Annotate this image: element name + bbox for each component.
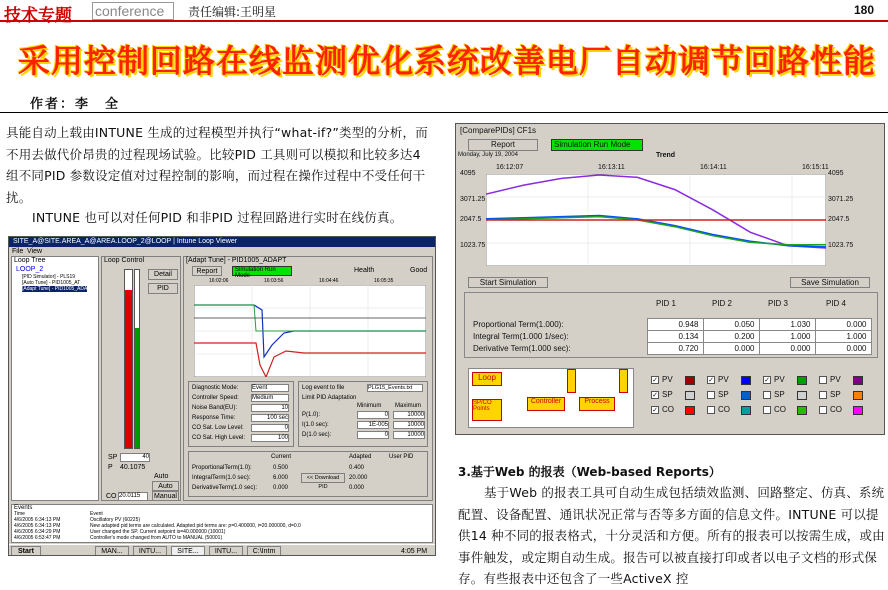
event-time: 4/6/2005 6:34:29 PM: [14, 529, 61, 535]
pid-value-cell[interactable]: 0.000: [815, 343, 871, 355]
diag-label: Diagnostic Mode:: [192, 385, 239, 391]
row-label: Integral Term(1.000 1/sec):: [473, 332, 569, 341]
start-button[interactable]: Start: [11, 546, 41, 556]
health-label: Health: [354, 267, 375, 274]
pid-value-cell[interactable]: 1.030: [759, 319, 815, 331]
time-tick: 16:03:56: [264, 278, 284, 284]
y-tick: 2047.5: [828, 216, 850, 223]
legend-label: CO: [662, 405, 674, 414]
limit-label: I(1.0 sec):: [302, 422, 329, 428]
legend-label: SP: [662, 390, 673, 399]
loop-tree-panel: [11, 256, 99, 501]
limit-max-field[interactable]: 10000: [393, 431, 425, 439]
legend-label: PV: [662, 375, 673, 384]
manual-button[interactable]: Manual: [152, 491, 179, 501]
pid-terms-group: [188, 451, 428, 497]
save-simulation-button[interactable]: Save Simulation: [790, 277, 870, 288]
compare-sim-mode: Simulation Run Mode: [551, 139, 643, 151]
diag-label: Response Time:: [192, 415, 236, 421]
clock: 4:05 PM: [401, 548, 428, 555]
compare-date: Monday, July 19, 2004: [458, 152, 518, 158]
legend-checkbox[interactable]: ✓: [764, 377, 770, 384]
adapt-title: [Adapt Tune] - PID1005_ADAPT: [186, 257, 287, 264]
legend-swatch[interactable]: [797, 391, 807, 400]
loop-viewer-window: [8, 236, 436, 556]
paragraph: 基于Web 的报表工具可自动生成包括绩效监测、回路整定、仿真、系统配置、设备配置、通讯状况正常与否等多方面的信息文件。INTUNE 可以提供14 种不同的报表格式，十分灵活和方便。所有的报表可以按需生成，或由事件触发，或定期自动生成。报告可以被直接打印或者以电子文档的形式保存。有些报表中还包含了一些ActiveX 控: [458, 485, 885, 586]
taskbar-item[interactable]: INTU...: [209, 546, 243, 556]
maximum-header: Maximum: [395, 403, 422, 409]
block-diagram: [468, 368, 634, 428]
adapted-radio[interactable]: Adapted: [349, 454, 372, 460]
sp-field[interactable]: 40: [120, 453, 150, 462]
legend-label: PV: [830, 375, 841, 384]
controller-block: Controller: [527, 397, 565, 411]
noise-band-field[interactable]: 10: [251, 404, 289, 412]
legend-label: SP: [830, 390, 841, 399]
menu-view[interactable]: View: [27, 248, 43, 255]
pid-value-cell[interactable]: 1.000: [815, 331, 871, 343]
limit-label: D(1.0 sec):: [302, 432, 332, 438]
compare-pids-window: [455, 123, 885, 435]
tree-item[interactable]: [Auto Tune] - PID1005_AT: [22, 280, 81, 286]
time-tick: 16:13:11: [598, 164, 625, 171]
conference-label: conference: [92, 2, 174, 20]
legend-swatch[interactable]: [741, 406, 751, 415]
diag-label: Controller Speed:: [192, 395, 239, 401]
pv-bar: [124, 269, 133, 449]
y-tick: 3071.25: [460, 196, 486, 203]
disturbance-block: [567, 369, 576, 393]
legend-checkbox[interactable]: [819, 391, 827, 399]
co-high-field[interactable]: 100: [251, 434, 289, 442]
time-tick: 16:04:46: [319, 278, 339, 284]
event-text: Controller's mode changed from AUTO to MANUAL (50001): [90, 535, 223, 541]
pv-value: 40.1075: [120, 464, 146, 471]
legend-checkbox[interactable]: [819, 406, 827, 414]
diagnostic-group: [188, 381, 294, 447]
auto-button[interactable]: Auto: [152, 481, 179, 491]
response-time-field[interactable]: 100 sec: [251, 414, 289, 422]
event-time: 4/6/2005 6:34:13 PM: [14, 517, 61, 523]
legend-swatch[interactable]: [797, 406, 807, 415]
term-current: 6.000: [273, 475, 289, 481]
sim-mode-indicator: Simulation Run Mode: [232, 266, 292, 276]
row-label: Proportional Term(1.000):: [473, 320, 564, 329]
section-heading: 3.基于Web 的报表（Web-based Reports）: [458, 465, 721, 479]
y-tick: 4095: [828, 170, 844, 177]
paragraph: INTUNE 也可以对任何PID 和非PID 过程回路进行实时在线仿真。: [32, 210, 403, 225]
legend-swatch[interactable]: [685, 391, 695, 400]
time-tick: 16:14:11: [700, 164, 727, 171]
log-event-checkbox[interactable]: Log event to file: [302, 385, 345, 391]
events-panel: [11, 504, 433, 543]
legend-swatch[interactable]: [797, 376, 807, 385]
pid-header: PID 3: [768, 299, 789, 308]
legend-label: CO: [718, 405, 730, 414]
trend-label: Trend: [656, 152, 676, 159]
legend-swatch[interactable]: [853, 406, 863, 415]
row-label: Derivative Term(1.000 sec):: [473, 344, 571, 353]
legend-label: PV: [718, 375, 729, 384]
term-adapted: 0.000: [349, 485, 365, 491]
limits-group: [298, 381, 428, 447]
disturbance-block: [619, 369, 628, 393]
pid-button[interactable]: PID: [148, 283, 178, 294]
time-tick: 16:02:06: [209, 278, 229, 284]
legend-label: SP: [718, 390, 729, 399]
term-adapted: 0.400: [349, 465, 365, 471]
legend-checkbox[interactable]: ✓: [708, 377, 714, 384]
event-time: 4/6/2005 6:34:13 PM: [14, 523, 61, 529]
loop-control-panel: [101, 256, 181, 501]
auto-label: Auto: [154, 473, 169, 480]
section-tag: 技术专题: [4, 6, 72, 26]
controller-speed-select[interactable]: Medium: [251, 394, 289, 402]
article-author: 作者：李 全: [30, 97, 121, 112]
pid-value-cell[interactable]: 0.000: [759, 343, 815, 355]
limit-min-field[interactable]: 1E-005: [357, 421, 389, 429]
limit-min-field[interactable]: 0: [357, 431, 389, 439]
legend-checkbox[interactable]: ✓: [652, 407, 658, 414]
time-tick: 16:05:35: [374, 278, 394, 284]
menu-file[interactable]: File: [12, 248, 24, 255]
time-tick: 16:15:11: [802, 164, 829, 171]
y-tick: 4095: [460, 170, 476, 177]
download-pid-button[interactable]: << Download PID: [301, 473, 345, 483]
limit-max-field[interactable]: 10000: [393, 411, 425, 419]
y-tick: 1023.75: [460, 242, 486, 249]
term-label: DerivativeTerm(1.0 sec):: [192, 485, 258, 491]
legend-checkbox[interactable]: [819, 376, 827, 384]
taskbar-item-active[interactable]: SITE...: [171, 546, 205, 556]
editor-credit: 责任编辑:王明星: [188, 5, 277, 19]
tree-item[interactable]: [PID Simulator] - PLS19: [22, 274, 76, 280]
term-label: ProportionalTerm(1.0):: [192, 465, 252, 471]
legend-swatch[interactable]: [853, 391, 863, 400]
legend-checkbox[interactable]: [763, 406, 771, 414]
events-col-time: Time: [14, 511, 25, 517]
legend-checkbox[interactable]: ✓: [652, 377, 658, 384]
loop-block: Loop: [472, 372, 502, 386]
tree-item-selected[interactable]: [Adapt Tune] - PID1005_ADA: [22, 286, 88, 292]
loop-trend-chart: [194, 285, 426, 377]
paragraph: 具能自动上载由INTUNE 生成的过程模型并执行“what-if?”类型的分析，而不用去做代价昂贵的过程现场试验。比较PID 工具则可以模拟和比较多达4 组不同PID 参数设定值对过程控制的影响，而过程在操作过程中不受任何干扰。: [6, 125, 428, 205]
limit-label: P(1.0):: [302, 412, 321, 418]
loop-tree-header: Loop Tree: [14, 257, 46, 264]
legend-swatch[interactable]: [741, 376, 751, 385]
current-header: Current: [271, 454, 292, 460]
sp-bar: [134, 269, 140, 449]
term-label: IntegralTerm(1.0 sec):: [192, 475, 251, 481]
minimum-header: Minimum: [357, 403, 382, 409]
legend-checkbox[interactable]: [763, 391, 771, 399]
events-col-event: Event: [90, 511, 103, 517]
taskbar-item[interactable]: C:\Intm: [247, 546, 281, 556]
pid-value-cell[interactable]: 0.000: [815, 319, 871, 331]
diag-label: Noise Band(EU):: [192, 405, 238, 411]
log-file-field[interactable]: PLG15_Events.txt: [367, 384, 423, 392]
legend-swatch[interactable]: [685, 406, 695, 415]
events-header: Events: [14, 505, 33, 511]
title-divider: [0, 112, 888, 113]
diag-label: CO Sat. High Level:: [192, 435, 246, 441]
compare-report-button[interactable]: Report: [468, 139, 538, 151]
pid-value-cell[interactable]: 0.720: [647, 343, 703, 355]
window-title: SITE_A@SITE.AREA_A@AREA.LOOP_2@LOOP | Intune Loop Viewer: [9, 237, 435, 247]
article-title: 采用控制回路在线监测优化系统改善电厂自动调节回路性能: [18, 42, 877, 80]
legend-checkbox[interactable]: ✓: [652, 392, 658, 399]
legend-label: CO: [774, 405, 786, 414]
table-row: [469, 319, 871, 331]
event-text: User changed the SP. Current setpoint is=40.000000 (10001): [90, 529, 226, 535]
sp-label: SP: [108, 454, 118, 461]
diag-label: CO Sat. Low Level:: [192, 425, 244, 431]
start-simulation-button[interactable]: Start Simulation: [468, 277, 548, 288]
legend-label: SP: [774, 390, 785, 399]
pid-legend: [651, 376, 873, 424]
legend-checkbox[interactable]: [707, 406, 715, 414]
y-tick: 1023.75: [828, 242, 854, 249]
table-row: [469, 343, 871, 355]
pid-value-cell[interactable]: 0.948: [647, 319, 703, 331]
legend-label: CO: [830, 405, 842, 414]
legend-swatch[interactable]: [685, 376, 695, 385]
legend-checkbox[interactable]: [707, 391, 715, 399]
loop-control-header: Loop Control: [104, 257, 145, 264]
detail-button[interactable]: Detail: [148, 269, 178, 280]
event-time: 4/6/2005 6:53:47 PM: [14, 535, 61, 541]
pid-compare-table: [469, 318, 872, 355]
compare-trend-chart: [486, 174, 826, 266]
pid-value-cell[interactable]: 0.200: [703, 331, 759, 343]
pid-header: PID 2: [712, 299, 733, 308]
y-tick: 3071.25: [828, 196, 854, 203]
adapt-tune-panel: [183, 256, 433, 501]
event-text: Oscillatory PV (60225): [90, 517, 141, 523]
co-field[interactable]: 20.0115: [118, 492, 148, 501]
limit-min-field[interactable]: 0: [357, 411, 389, 419]
header-bar: [0, 0, 888, 26]
spco-block: SP/CO Points: [472, 399, 502, 421]
time-tick: 16:12:07: [496, 164, 524, 171]
pid-value-cell[interactable]: 1.000: [759, 331, 815, 343]
limit-max-field[interactable]: 10000: [393, 421, 425, 429]
taskbar-item[interactable]: INTU...: [133, 546, 167, 556]
pv-label: P: [108, 464, 113, 471]
diag-mode-select[interactable]: Event: [251, 384, 289, 392]
y-tick: 2047.5: [460, 216, 482, 223]
pid-value-cell[interactable]: 0.134: [647, 331, 703, 343]
limit-pid-checkbox[interactable]: Limit PID Adaptation: [302, 395, 357, 401]
report-button[interactable]: Report: [192, 266, 222, 276]
co-label: CO: [106, 493, 117, 500]
process-block: Process: [579, 397, 615, 411]
tree-item[interactable]: LOOP_2: [16, 266, 44, 273]
pid-value-cell[interactable]: 0.050: [703, 319, 759, 331]
term-current: 0.000: [273, 485, 289, 491]
compare-title: [ComparePIDs] CF1s: [460, 126, 537, 135]
legend-swatch[interactable]: [853, 376, 863, 385]
user-pid-radio[interactable]: User PID: [389, 454, 414, 460]
page-number: 180: [853, 3, 874, 17]
pid-header: PID 1: [656, 299, 677, 308]
legend-swatch[interactable]: [741, 391, 751, 400]
table-row: [469, 331, 871, 343]
taskbar-item[interactable]: MAN...: [95, 546, 129, 556]
taskbar: [9, 544, 436, 556]
good-label: Good: [410, 267, 428, 274]
term-current: 0.500: [273, 465, 289, 471]
term-adapted: 20.000: [349, 475, 368, 481]
legend-label: PV: [774, 375, 785, 384]
pid-header: PID 4: [826, 299, 847, 308]
pid-value-cell[interactable]: 0.000: [703, 343, 759, 355]
co-low-field[interactable]: 0: [251, 424, 289, 432]
event-text: New adapted pid terms are calculated. Adapted pid terms are: p=0.400000, i=20.000000, d=0.0: [90, 523, 301, 529]
